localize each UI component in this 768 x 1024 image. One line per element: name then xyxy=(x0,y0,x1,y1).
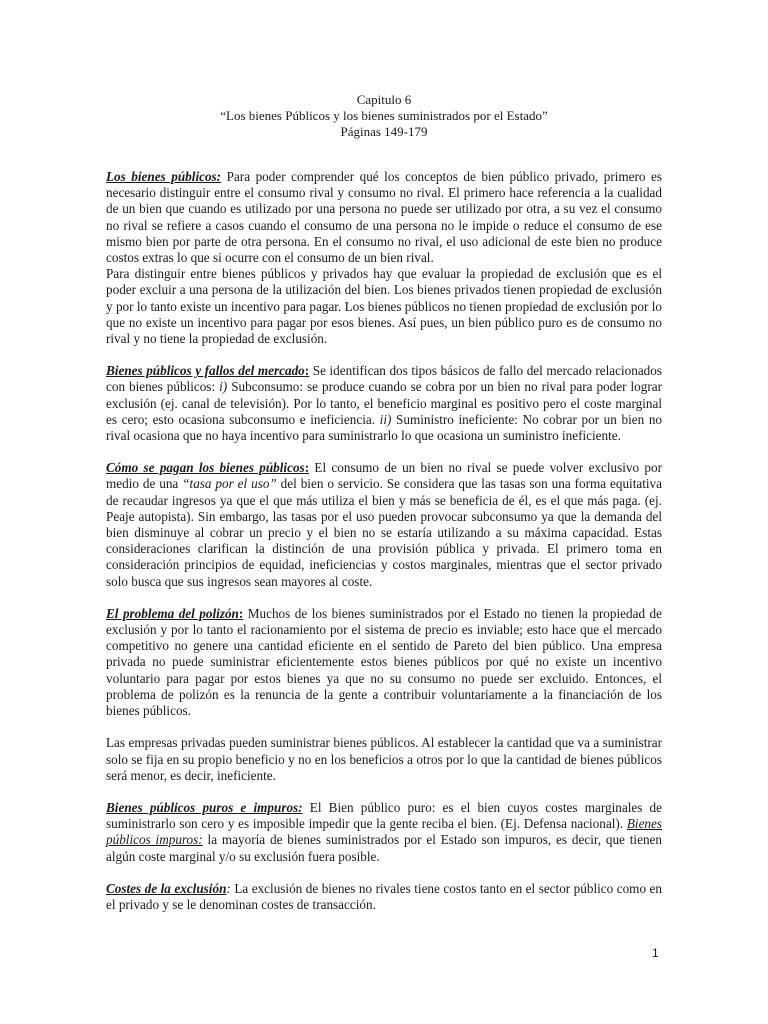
paragraph xyxy=(106,735,662,784)
paragraph-text: Para distinguir entre bienes públicos y privados hay que evaluar la propiedad de exclusión que es el poder excluir a una persona de la utilización del bien. Los bienes privados tienen propiedad de exclusión y por lo tanto existe un incentivo para pagar. Los bienes públicos no tienen propiedad de exclusión por lo que no existe un incentivo para pagar por esos bienes. Así pues, un bien público puro es de consumo no rival y no tiene la propiedad de exclusión. xyxy=(106,266,662,347)
paragraph xyxy=(106,460,662,590)
paragraph-text: Para poder comprender qué los conceptos de bien público privado, primero es necesario distinguir entre el consumo rival y consumo no rival. El primero hace referencia a la cualidad de un bien que cuando es utilizado por una persona no puede ser utilizado por otra, a su vez el consumo no rival se refiere a casos cuando el consumo de una persona no le impide o reduce el consumo de ese mismo bien por parte de otra persona. En el consumo no rival, el uso adicional de este bien no produce costos extras lo que si ocurre con el consumo de un bien rival. xyxy=(106,169,662,266)
document-page xyxy=(106,92,662,913)
section-title: Bienes públicos y fallos del mercado xyxy=(106,363,305,379)
page-range: Páginas 149-179 xyxy=(340,124,428,139)
section-polizon xyxy=(106,606,662,719)
quoted-term: “tasa por el uso” xyxy=(182,476,277,492)
paragraph xyxy=(106,800,662,865)
section-title: Cómo se pagan los bienes públicos xyxy=(106,460,305,476)
section-title-colon: : xyxy=(304,363,310,379)
section-empresas-privadas xyxy=(106,735,662,784)
subtitle-impuros: Bienes públicos impuros: xyxy=(106,816,662,848)
paragraph-text: Las empresas privadas pueden suministrar bienes públicos. Al establecer la cantidad que va a suministrar solo se fija en su propio beneficio y no en los beneficios a otros por lo que la cantidad de bienes públicos será menor, es decir, ineficiente. xyxy=(106,735,662,783)
section-puros-impuros xyxy=(106,800,662,865)
paragraph xyxy=(106,266,662,347)
paragraph-text: la mayoría de bienes suministrados por el Estado son impuros, es decir, que tienen algún coste marginal y/o su exclusión fuera posible. xyxy=(106,832,662,864)
section-title: El problema del polizón xyxy=(106,605,239,621)
section-title-colon: : xyxy=(226,880,231,896)
section-como-se-pagan xyxy=(106,460,662,590)
paragraph-text: Se identifican dos tipos básicos de fallo del mercado relacionados con bienes públicos: xyxy=(106,363,662,395)
chapter-heading xyxy=(106,92,662,140)
paragraph-text: La exclusión de bienes no rivales tiene costos tanto en el sector público como en el privado y se le denominan costes de transacción. xyxy=(106,880,662,912)
section-title: Bienes públicos puros e impuros: xyxy=(106,799,303,815)
section-fallos-mercado xyxy=(106,363,662,444)
page-number: 1 xyxy=(652,946,659,960)
list-marker: ii) xyxy=(379,411,392,427)
paragraph xyxy=(106,606,662,719)
section-title: Los bienes públicos: xyxy=(106,169,222,184)
paragraph-text: Suministro ineficiente: No cobrar por un bien no rival ocasiona que no haya incentivo para suministrarlo lo que ocasiona un suministro ineficiente. xyxy=(106,411,663,444)
paragraph-text: El Bien público puro: es el bien cuyos costes marginales de suministrarlo son cero y es imposible impedir que la gente reciba el bien. (Ej. Defensa nacional). xyxy=(106,799,662,832)
chapter-title: “Los bienes Públicos y los bienes suministrados por el Estado” xyxy=(220,108,548,123)
section-title-colon: : xyxy=(304,460,310,476)
paragraph-text: del bien o servicio. Se considera que las tasas son una forma equitativa de recaudar ingresos ya que el que más utiliza el bien y más se beneficia de él, es el que más paga. (ej. Peaje autopista). Sin embargo, las tasas por el uso pueden provocar subconsumo ya que la demanda del bien disminuye al cobrar un precio y el bien no se estaría utilizando a su máxima capacidad. Estas consideraciones clarifican la distinción de una provisión pública y privada. El primero toma en consideración principios de equidad, ineficiencias y costos marginales, mientras que el sector privado solo busca que sus ingresos sean mayores al coste. xyxy=(106,476,663,589)
section-title-colon: : xyxy=(238,605,244,621)
paragraph xyxy=(106,363,662,444)
paragraph-text: Muchos de los bienes suministrados por el Estado no tienen la propiedad de exclusión y por lo tanto el racionamiento por el sistema de precio es inviable; esto hace que el mercado competitivo no genere una cantidad eficiente en el sentido de Pareto del bien público. Una empresa privada no puede suministrar eficientemente estos bienes públicos por qué no existe un incentivo voluntario para pagar por estos bienes ya que no su consumo no puede ser excluido. Entonces, el problema de polizón es la renuncia de la gente a contribuir voluntariamente a la financiación de los bienes públicos. xyxy=(106,605,662,719)
section-bienes-publicos xyxy=(106,169,662,347)
paragraph xyxy=(106,881,662,913)
section-title: Costes de la exclusión xyxy=(106,880,227,896)
chapter-label: Capitulo 6 xyxy=(356,92,412,107)
list-marker: i) xyxy=(219,379,228,395)
section-costes-exclusion xyxy=(106,881,662,913)
paragraph-text: El consumo de un bien no rival se puede volver exclusivo por medio de una xyxy=(106,460,662,492)
paragraph-text: Subconsumo: se produce cuando se cobra por un bien no rival para poder lograr exclusión (ej. canal de televisión). Por lo tanto, el beneficio marginal es positivo pero el coste marginal es cero; esto ocasiona subconsumo e ineficiencia. xyxy=(106,379,662,427)
paragraph xyxy=(106,169,662,266)
